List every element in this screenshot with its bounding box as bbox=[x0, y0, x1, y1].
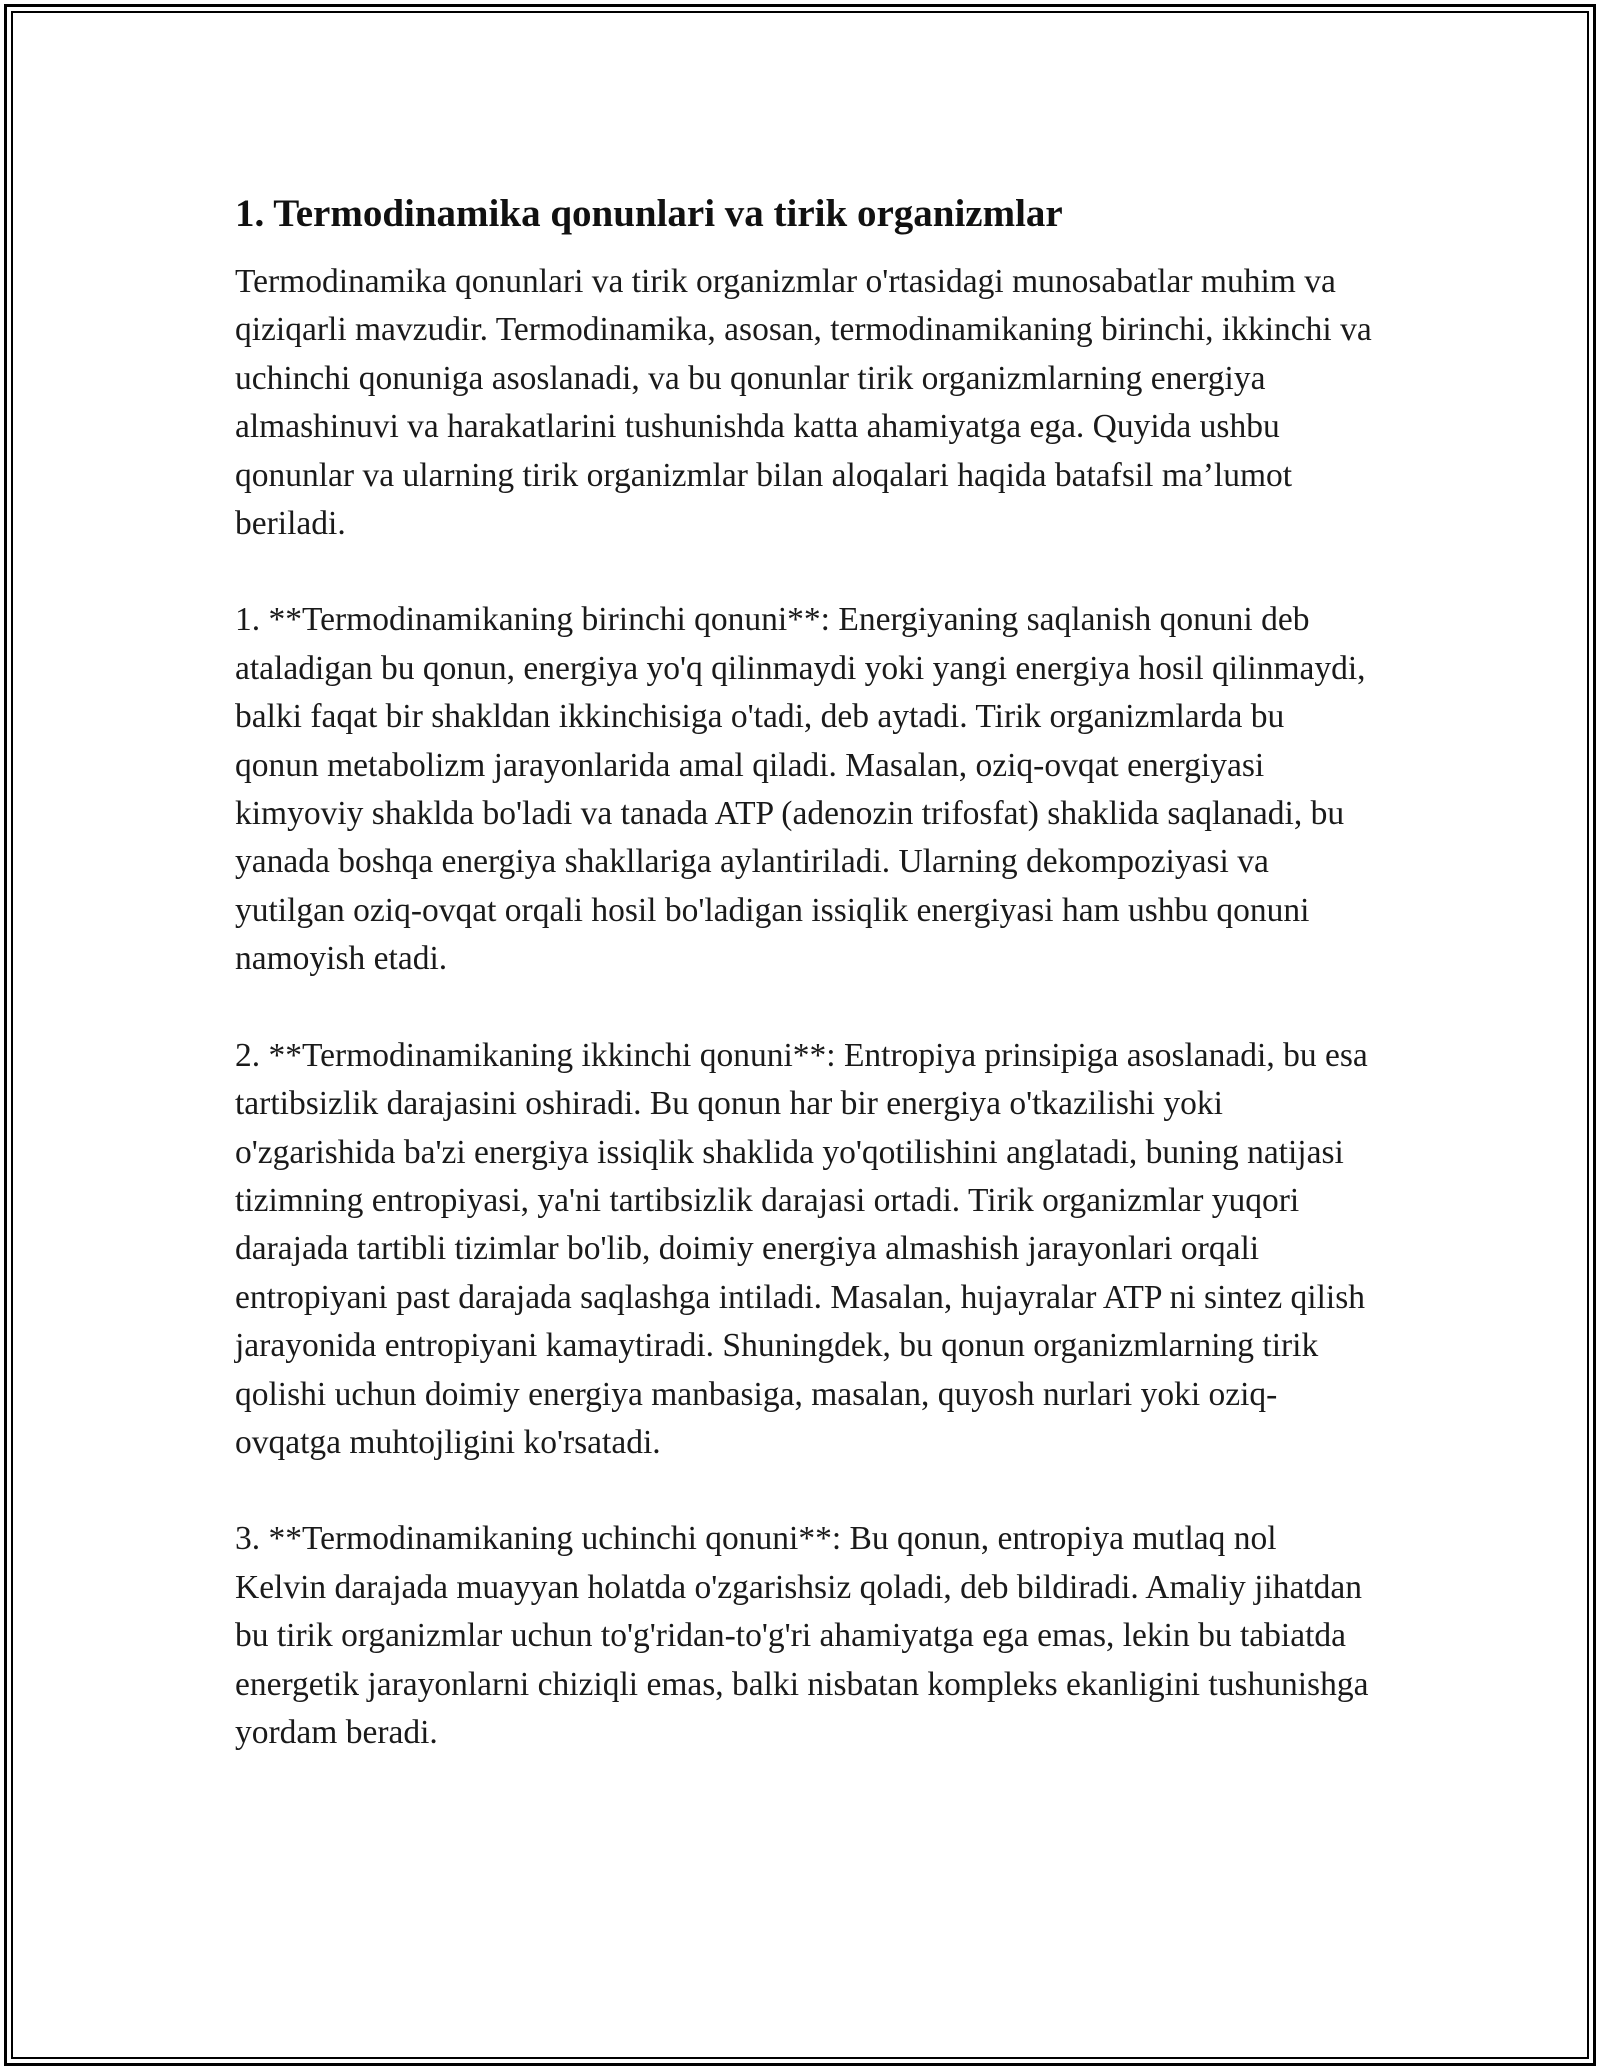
document-body bbox=[235, 190, 1375, 1805]
intro-paragraph: Termodinamika qonunlari va tirik organizmlar o'rtasidagi munosabatlar muhim va qiziqarli mavzudir. Termodinamika, asosan, termodinamikaning birinchi, ikkinchi va uchinchi qonuniga asoslanadi, va bu qonunlar tirik organizmlarning energiya almashinuvi va harakatlarini tushunishda katta ahamiyatga ega. Quyida ushbu qonunlar va ularning tirik organizmlar bilan aloqalari haqida batafsil ma’lumot beriladi. bbox=[235, 263, 1372, 543]
document-title: 1. Termodinamika qonunlari va tirik organizmlar bbox=[235, 192, 1063, 235]
first-law-paragraph: 1. **Termodinamikaning birinchi qonuni**: Energiyaning saqlanish qonuni deb ataladigan bu qonun, energiya yo'q qilinmaydi yoki yangi energiya hosil qilinmaydi, balki faqat bir shakldan ikkinchisiga o'tadi, deb aytadi. Tirik organizmlarda bu qonun metabolizm jarayonlarida amal qiladi. Masalan, oziq-ovqat energiyasi kimyoviy shaklda bo'ladi va tanada ATP (adenozin trifosfat) shaklida saqlanadi, bu yanada boshqa energiya shakllariga aylantiriladi. Ularning dekompoziyasi va yutilgan oziq-ovqat orqali hosil bo'ladigan issiqlik energiyasi ham ushbu qonuni namoyish etadi. bbox=[235, 601, 1366, 978]
third-law-paragraph: 3. **Termodinamikaning uchinchi qonuni**: Bu qonun, entropiya mutlaq nol Kelvin darajada muayyan holatda o'zgarishsiz qoladi, deb bildiradi. Amaliy jihatdan bu tirik organizmlar uchun to'g'ridan-to'g'ri ahamiyatga ega emas, lekin bu tabiatda energetik jarayonlarni chiziqli emas, balki nisbatan kompleks ekanligini tushunishga yordam beradi. bbox=[235, 1520, 1369, 1751]
second-law-paragraph: 2. **Termodinamikaning ikkinchi qonuni**: Entropiya prinsipiga asoslanadi, bu esa tartibsizlik darajasini oshiradi. Bu qonun har bir energiya o'tkazilishi yoki o'zgarishida ba'zi energiya issiqlik shaklida yo'qotilishini anglatadi, buning natijasi tizimning entropiyasi, ya'ni tartibsizlik darajasi ortadi. Tirik organizmlar yuqori darajada tartibli tizimlar bo'lib, doimiy energiya almashish jarayonlari orqali entropiyani past darajada saqlashga intiladi. Masalan, hujayralar ATP ni sintez qilish jarayonida entropiyani kamaytiradi. Shuningdek, bu qonun organizmlarning tirik qolishi uchun doimiy energiya manbasiga, masalan, quyosh nurlari yoki oziq-ovqatga muhtojligini ko'rsatadi. bbox=[235, 1036, 1368, 1461]
